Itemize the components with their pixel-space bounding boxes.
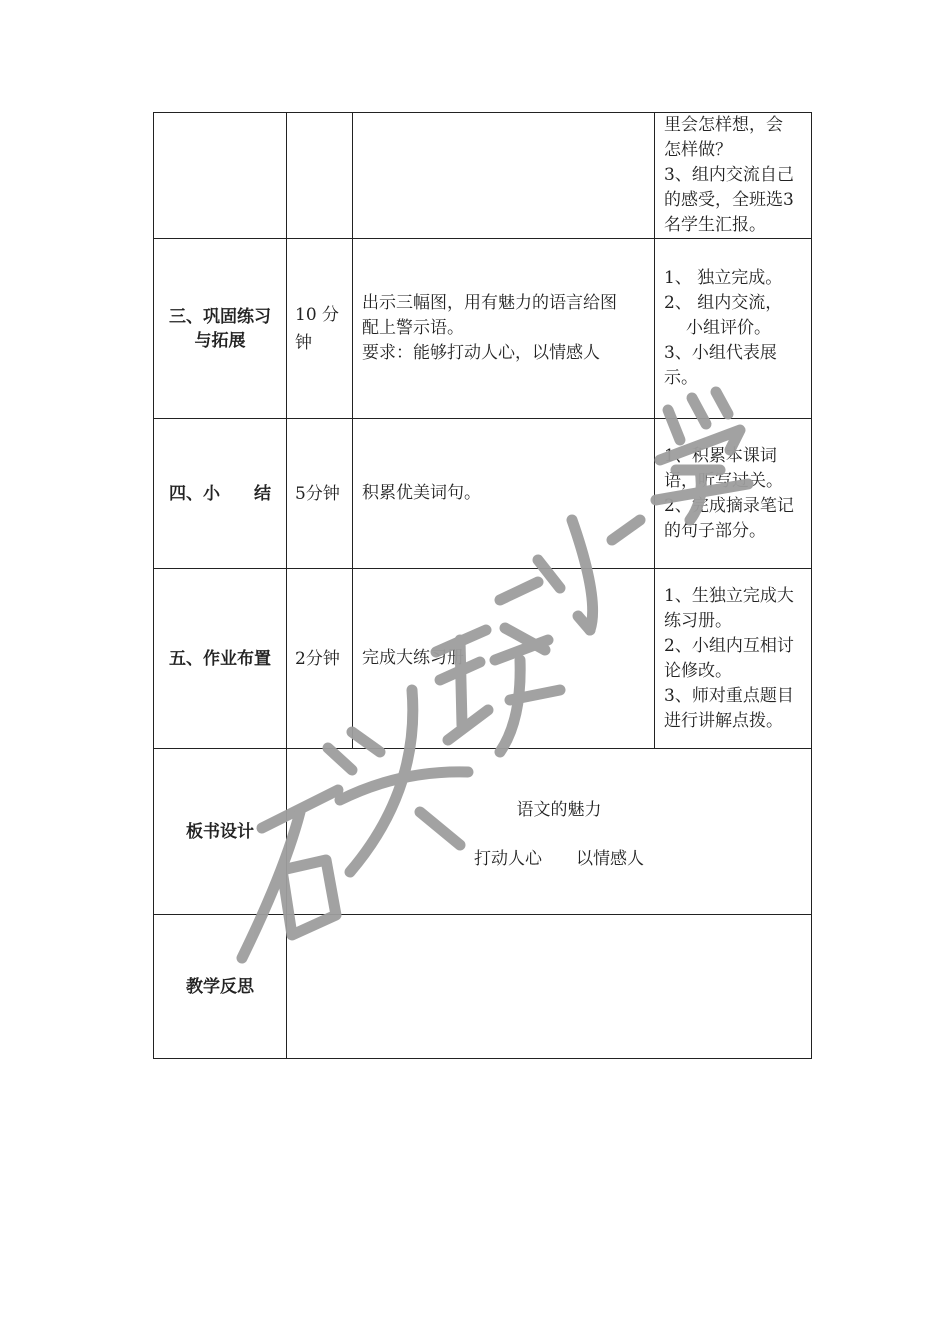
stage-cell xyxy=(154,239,287,419)
time-label: 5分钟 xyxy=(295,483,340,504)
content-cell xyxy=(353,113,655,239)
student-activity-cell xyxy=(655,419,812,569)
table-row xyxy=(154,749,812,915)
table-row xyxy=(154,419,812,569)
student-line: 的感受，全班选3 xyxy=(664,190,794,210)
board-title: 语文的魅力 xyxy=(516,799,602,820)
student-line: 的句子部分。 xyxy=(664,520,766,541)
stage-label: 三、巩固练习 xyxy=(169,306,271,327)
time-cell xyxy=(287,239,353,419)
reflection-label-cell xyxy=(154,915,287,1059)
student-line: 2、小组内互相讨 xyxy=(664,635,794,656)
time-label: 10 分 xyxy=(295,304,340,325)
student-line: 语，听写过关。 xyxy=(664,470,783,491)
student-line: 1、积累本课词 xyxy=(664,445,777,466)
time-label: 钟 xyxy=(295,332,312,353)
content-cell xyxy=(353,239,655,419)
student-line: 名学生汇报。 xyxy=(664,215,766,235)
student-line: 示。 xyxy=(664,368,698,388)
student-line: 练习册。 xyxy=(664,610,732,631)
student-line: 论修改。 xyxy=(664,660,732,681)
stage-label: 与拓展 xyxy=(194,330,246,351)
content-line: 出示三幅图，用有魅力的语言给图 xyxy=(362,293,617,313)
board-subtitle: 打动人心 以情感人 xyxy=(474,848,644,869)
student-line: 1、 独立完成。 xyxy=(664,268,783,288)
content-line: 配上警示语。 xyxy=(362,318,464,338)
time-cell xyxy=(287,569,353,749)
table-row xyxy=(154,239,812,419)
student-line: 怎样做？ xyxy=(664,140,732,160)
time-cell xyxy=(287,113,353,239)
stage-label: 四、小 结 xyxy=(169,483,271,504)
stage-cell xyxy=(154,419,287,569)
student-line: 1、生独立完成大 xyxy=(664,585,794,606)
student-line: 进行讲解点拨。 xyxy=(664,710,783,731)
board-design-label-cell xyxy=(154,749,287,915)
content-cell xyxy=(353,569,655,749)
stage-cell xyxy=(154,569,287,749)
watermark-label: 石头瑶小学 xyxy=(0,0,5,1)
student-line: 2、 组内交流， xyxy=(664,293,783,313)
stage-cell xyxy=(154,113,287,239)
student-activity-cell xyxy=(655,239,812,419)
student-line: 3、小组代表展 xyxy=(664,343,777,363)
time-cell xyxy=(287,419,353,569)
student-line: 小组评价。 xyxy=(686,318,771,338)
content-line: 完成大练习册 xyxy=(362,648,464,668)
table-row xyxy=(154,915,812,1059)
student-line: 3、组内交流自己 xyxy=(664,165,794,185)
student-activity-cell xyxy=(655,569,812,749)
board-design-label: 板书设计 xyxy=(186,821,254,842)
content-line: 积累优美词句。 xyxy=(362,483,481,503)
content-line: 要求：能够打动人心，以情感人 xyxy=(362,343,600,363)
table-row xyxy=(154,569,812,749)
reflection-label: 教学反思 xyxy=(186,976,254,997)
student-activity-cell xyxy=(655,113,812,239)
board-design-cell xyxy=(287,749,812,915)
content-cell xyxy=(353,419,655,569)
stage-label: 五、作业布置 xyxy=(169,648,271,669)
lesson-plan-table xyxy=(153,112,812,1059)
student-line: 里会怎样想，会 xyxy=(664,115,783,135)
table-row xyxy=(154,113,812,239)
student-line: 2、完成摘录笔记 xyxy=(664,495,794,516)
student-line: 3、师对重点题目 xyxy=(664,685,794,706)
time-label: 2分钟 xyxy=(295,648,340,669)
reflection-cell xyxy=(287,915,812,1059)
